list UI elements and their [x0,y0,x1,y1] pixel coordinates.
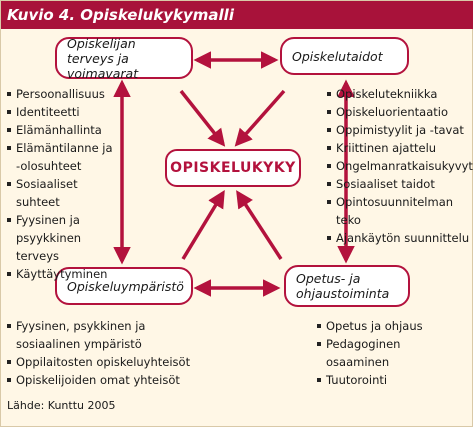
arrow-diag-top-right [237,91,284,144]
list-item: Sosiaaliset suhteet [7,175,119,211]
list-item: Ajankäytön suunnittelu [327,229,472,247]
list-study-environment [7,317,197,389]
node-study-environment: Opiskeluympäristö [55,267,193,305]
list-item: Kriittinen ajattelu [327,139,472,157]
node-study-skills: Opiskelutaidot [280,37,409,75]
list-item: Fyysinen, psykkinen ja sosiaalinen ympäristö [7,317,197,353]
arrow-diag-top-left [181,91,223,144]
arrow-diag-bottom-right [238,193,281,259]
list-item: Käyttäytyminen [7,265,119,283]
node-teaching-guidance: Opetus- ja ohjaustoiminta [284,265,410,307]
list-item: Oppilaitosten opiskeluyhteisöt [7,353,197,371]
list-item: Pedagoginen osaaminen [317,335,467,371]
list-item: Opetus ja ohjaus [317,317,467,335]
figure-title: Kuvio 4. Opiskelukykymalli [1,1,473,29]
list-item: Opiskelutekniikka [327,85,472,103]
arrow-diag-bottom-left [183,193,223,259]
list-study-skills [327,85,472,247]
list-item: Opiskelijoiden omat yhteisöt [7,371,197,389]
list-item: Sosiaaliset taidot [327,175,472,193]
list-teaching-guidance [317,317,467,389]
list-item: Persoonallisuus [7,85,119,103]
list-item: Ongelmanratkaisukyvyt [327,157,472,175]
list-item: Elämäntilanne ja -olosuhteet [7,139,119,175]
source-note: Lähde: Kunttu 2005 [7,399,116,412]
list-item: Opiskeluorientaatio [327,103,472,121]
list-item: Identiteetti [7,103,119,121]
list-item: Opintosuunnitelman teko [327,193,472,229]
list-item: Tuutorointi [317,371,467,389]
center-node: OPISKELUKYKY [165,149,301,187]
list-item: Fyysinen ja psyykkinen terveys [7,211,119,265]
list-item: Oppimistyylit ja -tavat [327,121,472,139]
node-health-resources: Opiskelijan terveys ja voimavarat [55,37,193,79]
list-health-resources [7,85,119,283]
list-item: Elämänhallinta [7,121,119,139]
